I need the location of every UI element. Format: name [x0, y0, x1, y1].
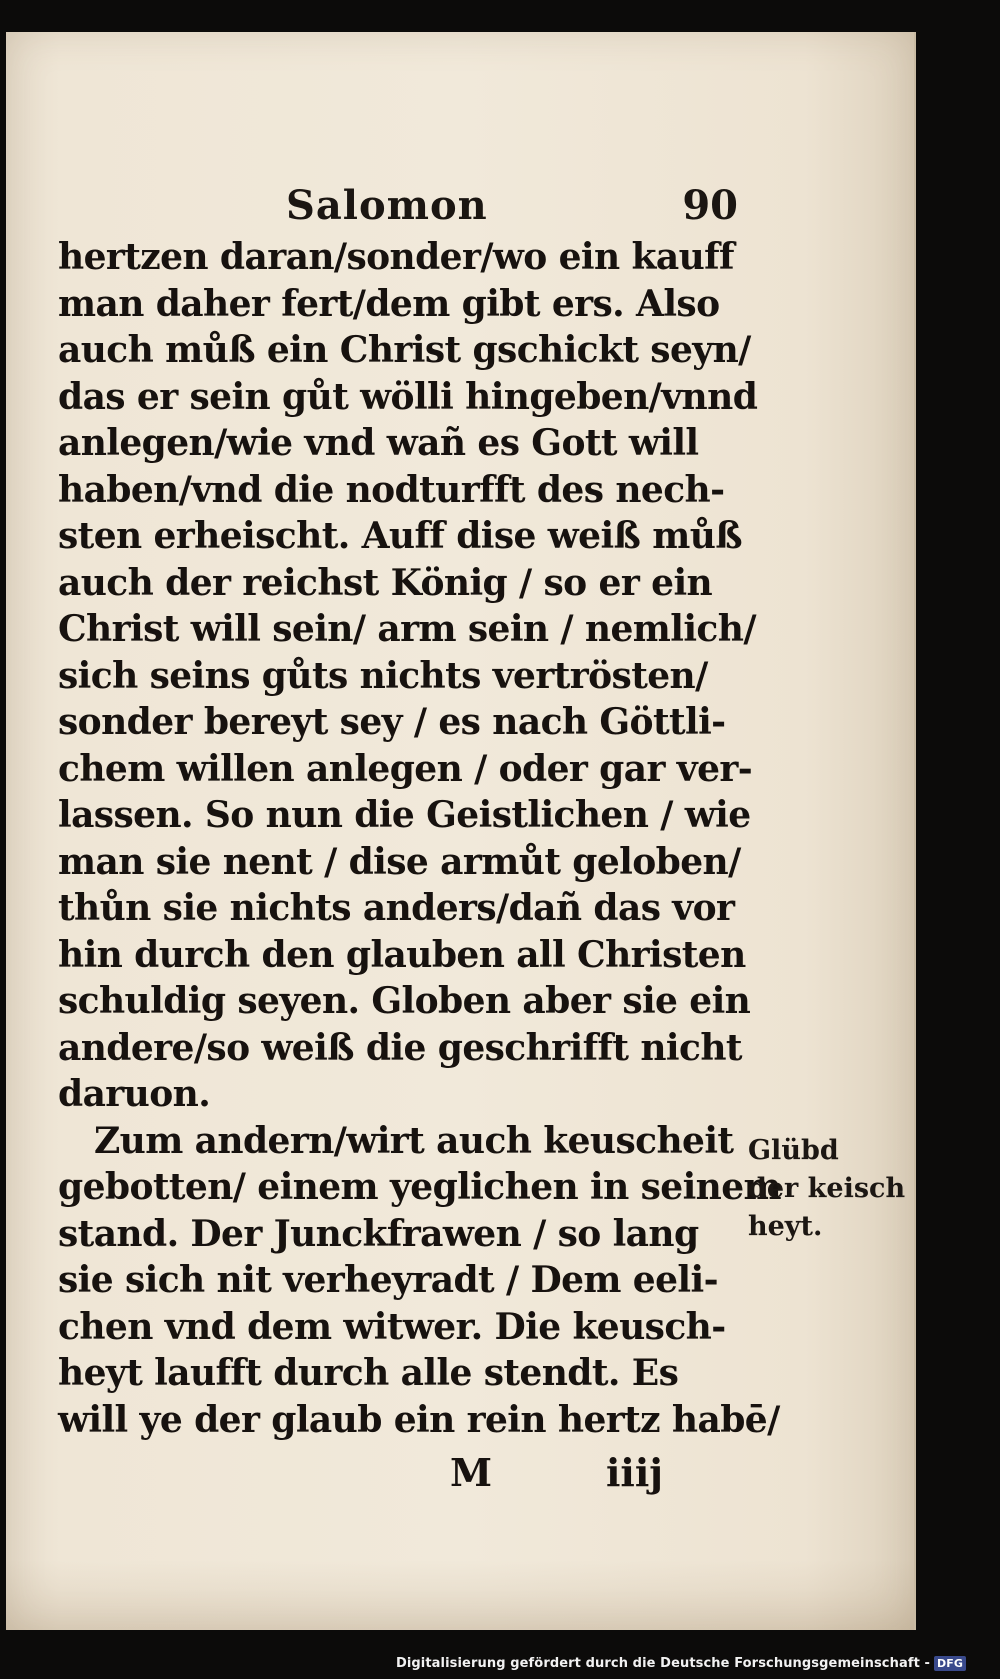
text-line: chem willen anlegen / oder gar ver- [58, 747, 753, 790]
text-line: chen vnd dem witwer. Die keusch- [58, 1305, 726, 1348]
text-line: man sie nent / dise armůt geloben/ [58, 840, 741, 883]
marginal-note-line: Glübd [748, 1135, 839, 1166]
folio-number: 90 [682, 182, 738, 229]
running-title: Salomon [286, 182, 488, 229]
text-line: Christ will sein/ arm sein / nemlich/ [58, 608, 756, 650]
text-line: will ye der glaub ein rein hertz habē/ [58, 1398, 780, 1441]
book-page [6, 32, 916, 1630]
text-line: heyt laufft durch alle stendt. Es [58, 1352, 679, 1394]
text-line: sten erheischt. Auff dise weiß můß [58, 515, 743, 557]
text-line: Zum andern/wirt auch keuscheit [94, 1119, 734, 1162]
text-line: man daher fert/dem gibt ers. Also [58, 282, 720, 325]
signature-mark [58, 1450, 738, 1500]
marginal-note-line: heyt. [748, 1211, 823, 1242]
text-line: lassen. So nun die Geistlichen / wie [58, 794, 751, 836]
credit-text: Digitalisierung gefördert durch die Deutsche Forschungsgemeinschaft - [395, 1656, 931, 1671]
page-header [58, 182, 738, 240]
text-line: das er sein gůt wölli hingeben/vnnd [58, 375, 758, 418]
marginal-note [748, 1132, 906, 1246]
text-line: hertzen daran/sonder/wo ein kauff [58, 236, 734, 278]
text-line: daruon. [58, 1073, 211, 1115]
text-line: sie sich nit verheyradt / Dem eeli- [58, 1259, 718, 1301]
main-text-block [58, 234, 782, 1443]
digitization-credit [396, 1656, 966, 1671]
text-line: andere/so weiß die geschrifft nicht [58, 1026, 742, 1069]
text-line: schuldig seyen. Globen aber sie ein [58, 980, 751, 1022]
text-line: thůn sie nichts anders/dañ das vor [58, 887, 735, 929]
text-line: auch der reichst König / so er ein [58, 561, 713, 604]
marginal-note-line: der keisch [748, 1173, 906, 1204]
signature-letter: M [450, 1450, 493, 1495]
text-line: haben/vnd die nodturfft des nech- [58, 468, 725, 511]
signature-number: iiij [606, 1450, 664, 1495]
text-line: anlegen/wie vnd wañ es Gott will [58, 422, 699, 464]
text-line: sich seins gůts nichts vertrösten/ [58, 654, 708, 697]
text-line: auch můß ein Christ gschickt seyn/ [58, 329, 751, 371]
text-line: gebotten/ einem yeglichen in seinem [58, 1166, 782, 1208]
text-line: stand. Der Junckfrawen / so lang [58, 1212, 699, 1255]
text-line: hin durch den glauben all Christen [58, 933, 746, 976]
text-line: sonder bereyt sey / es nach Göttli- [58, 701, 726, 743]
dfg-logo: DFG [934, 1656, 966, 1671]
